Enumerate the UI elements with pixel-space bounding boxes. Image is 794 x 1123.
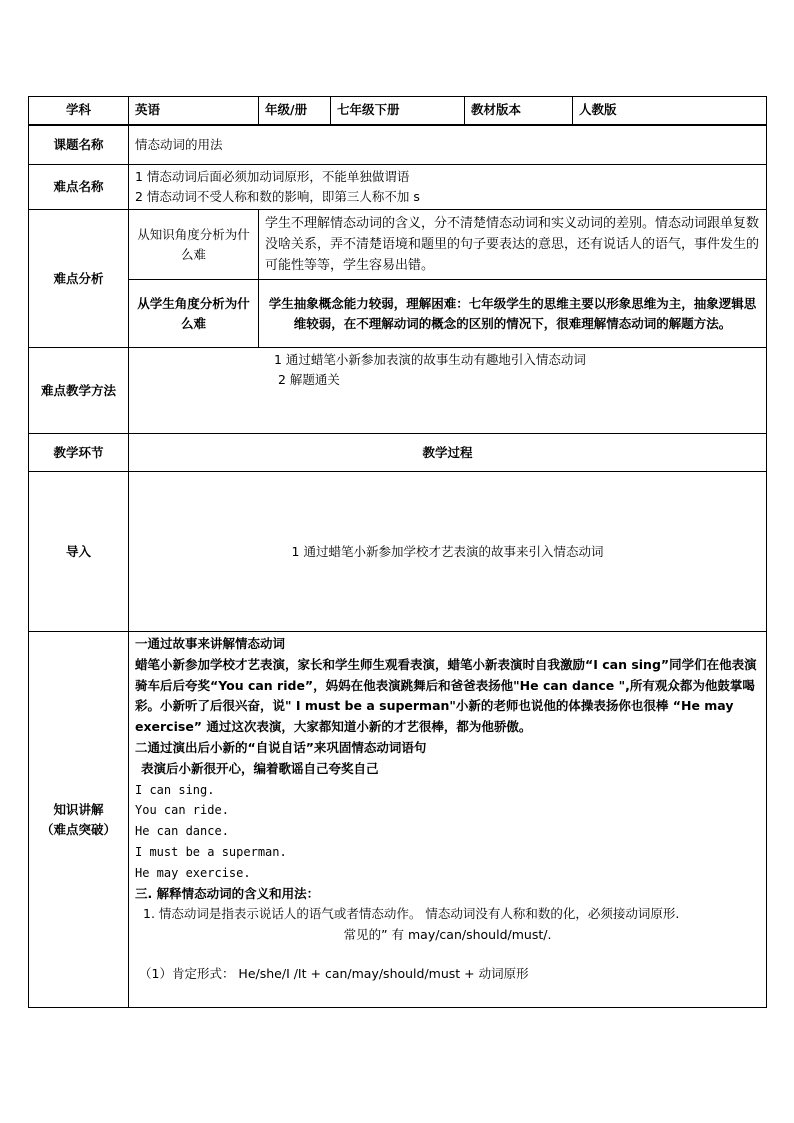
analysis-student-text: 学生抽象概念能力较弱，理解困难：七年级学生的思维主要以形象思维为主，抽象逻辑思维较弱，在不理解动词的概念的区别的情况下，很难理解情态动词的解题方法。 — [259, 280, 767, 348]
spacer — [135, 946, 760, 964]
intro-row — [29, 472, 767, 632]
method-line-1: 1 通过蜡笔小新参加表演的故事生动有趣地引入情态动词 — [274, 352, 586, 367]
knowledge-label-line-1: 知识讲解 — [53, 801, 104, 817]
analysis-label: 难点分析 — [29, 210, 129, 348]
method-content — [129, 348, 767, 434]
usage-common-modals: 常见的” 有 may/can/should/must/. — [343, 927, 552, 943]
method-label: 难点教学方法 — [29, 348, 129, 434]
process-label: 教学过程 — [129, 434, 767, 472]
method-row — [29, 348, 767, 434]
intro-label: 导入 — [29, 472, 129, 632]
topic-row — [29, 125, 767, 165]
grade-value: 七年级下册 — [331, 97, 465, 125]
intro-text: 1 通过蜡笔小新参加学校才艺表演的故事来引入情态动词 — [129, 472, 767, 632]
difficulty-content — [129, 165, 767, 210]
knowledge-content — [129, 632, 767, 1008]
process-stage-label: 教学环节 — [29, 434, 129, 472]
topic-label: 课题名称 — [29, 125, 129, 165]
knowledge-label — [29, 632, 129, 1008]
usage-point-1: 1. 情态动词是指表示说话人的语气或者情态动作。 情态动词没有人称和数的化，必须接动词原形. — [143, 906, 680, 922]
process-header-row — [29, 434, 767, 472]
lesson-plan-table — [28, 96, 767, 1008]
example-sentence-1: I can sing. — [135, 782, 215, 797]
topic-value: 情态动词的用法 — [129, 125, 767, 165]
self-talk-intro: 表演后小新很开心，编着歌谣自己夸奖自己 — [141, 760, 379, 776]
knowledge-label-line-2: （难点突破） — [40, 821, 116, 837]
analysis-knowledge-label: 从知识角度分析为什么难 — [129, 210, 259, 280]
knowledge-row — [29, 632, 767, 1008]
story-section-title: 一通过故事来讲解情态动词 — [135, 636, 286, 651]
difficulty-line-2: 2 情态动词不受人称和数的影响，即第三人称不加 s — [135, 189, 420, 204]
analysis-knowledge-text: 学生不理解情态动词的含义，分不清楚情态动词和实义动词的差别。情态动词跟单复数没啥关系，弄不清楚语境和题里的句子要表达的意思，还有说话人的语气，事件发生的可能性等等，学生容易出错。 — [259, 210, 767, 280]
subject-value: 英语 — [129, 97, 259, 125]
difficulty-label: 难点名称 — [29, 165, 129, 210]
edition-label: 教材版本 — [465, 97, 573, 125]
analysis-student-label: 从学生角度分析为什么难 — [129, 280, 259, 348]
example-sentence-4: I must be a superman. — [135, 844, 287, 859]
example-sentence-2: You can ride. — [135, 803, 229, 818]
usage-affirmative-form: （1）肯定形式： He/she/I /It + can/may/should/must + 动词原形 — [139, 965, 529, 981]
header-row — [29, 97, 767, 125]
story-paragraph: 蜡笔小新参加学校才艺表演，家长和学生师生观看表演，蜡笔小新表演时自我激励“I can sing”同学们在他表演骑车后后夸奖“You can ride”，妈妈在他表演跳舞后和爸爸表扬他"He can dance ",所有观众都为他鼓掌喝彩。小新听了后很兴奋，说" I must be a superman"小新的老师也说他的体操表扬你也很棒 “He may exercise” 通过这次表演，大家都知道小新的才艺很棒，都为他骄傲。 — [135, 656, 757, 735]
example-sentence-3: He can dance. — [135, 824, 229, 839]
method-line-2: 2 解题通关 — [278, 372, 340, 387]
edition-value: 人教版 — [573, 97, 767, 125]
usage-section-title: 三. 解释情态动词的含义和用法： — [135, 885, 320, 901]
grade-label: 年级/册 — [259, 97, 331, 125]
example-sentence-5: He may exercise. — [135, 865, 251, 880]
difficulty-row — [29, 165, 767, 210]
difficulty-line-1: 1 情态动词后面必须加动词原形，不能单独做谓语 — [135, 169, 410, 184]
subject-label: 学科 — [29, 97, 129, 125]
analysis-knowledge-row — [29, 210, 767, 280]
analysis-student-row — [29, 280, 767, 348]
lesson-plan-document — [28, 96, 766, 1008]
self-talk-section-title: 二通过演出后小新的“自说自话”来巩固情态动词语句 — [135, 739, 427, 755]
